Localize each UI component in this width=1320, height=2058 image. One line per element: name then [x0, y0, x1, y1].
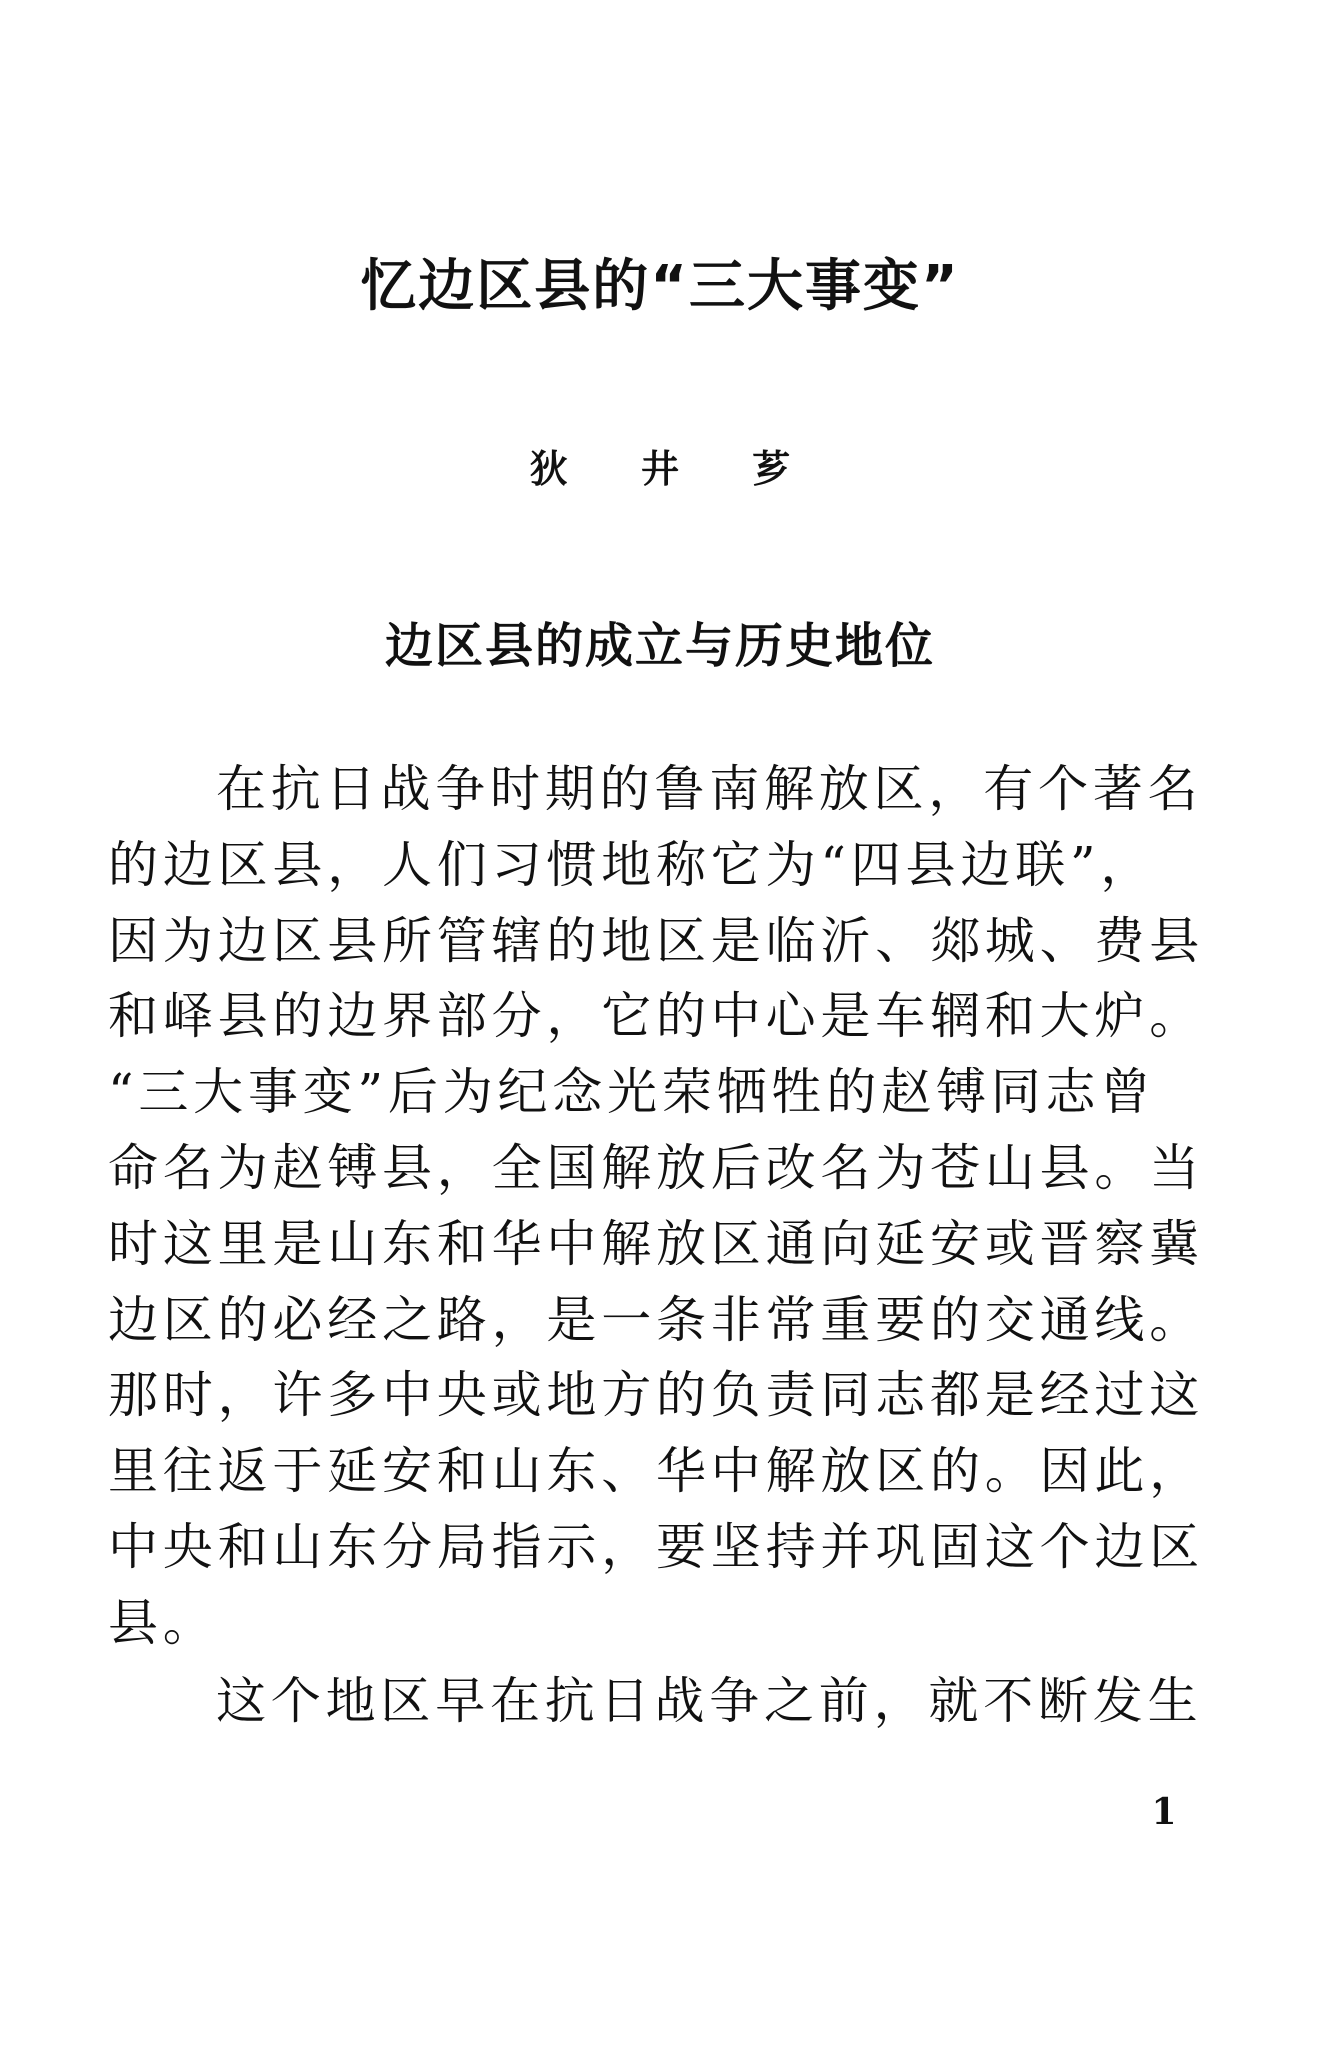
article-body — [108, 752, 1228, 1739]
section-heading: 边区县的成立与历史地位 — [384, 618, 935, 674]
page-number: 1 — [1151, 1791, 1177, 1833]
text-line: 因为边区县所管辖的地区是临沂、郯城、费县 — [108, 911, 1204, 970]
text-line: 命名为赵镈县，全国解放后改名为苍山县。当 — [108, 1138, 1204, 1197]
author-name: 狄 井 芗 — [529, 447, 821, 491]
text-line: 在抗日战争时期的鲁南解放区，有个著名 — [216, 760, 1203, 818]
text-line: 那时，许多中央或地方的负责同志都是经过这 — [108, 1366, 1204, 1425]
paragraph-2 — [108, 1664, 1228, 1740]
text-line: 这个地区早在抗日战争之前，就不断发生 — [216, 1671, 1203, 1730]
text-line: 中央和山东分局指示，要坚持并巩固这个边区 — [108, 1517, 1204, 1576]
text-line: 时这里是山东和华中解放区通向延安或晋察冀 — [108, 1214, 1204, 1273]
text-line: 县。 — [108, 1593, 218, 1652]
article-title: 忆边区县的“三大事变” — [360, 254, 960, 319]
text-line: 的边区县，人们习惯地称它为“四县边联”， — [108, 835, 1156, 894]
text-line: 和峄县的边界部分，它的中心是车辋和大炉。 — [108, 987, 1204, 1046]
paragraph-1 — [108, 752, 1228, 1662]
text-line: “三大事变”后为纪念光荣牺牲的赵镈同志曾 — [108, 1063, 1156, 1122]
text-line: 里往返于延安和山东、华中解放区的。因此， — [108, 1442, 1204, 1501]
text-line: 边区的必经之路，是一条非常重要的交通线。 — [108, 1290, 1204, 1349]
